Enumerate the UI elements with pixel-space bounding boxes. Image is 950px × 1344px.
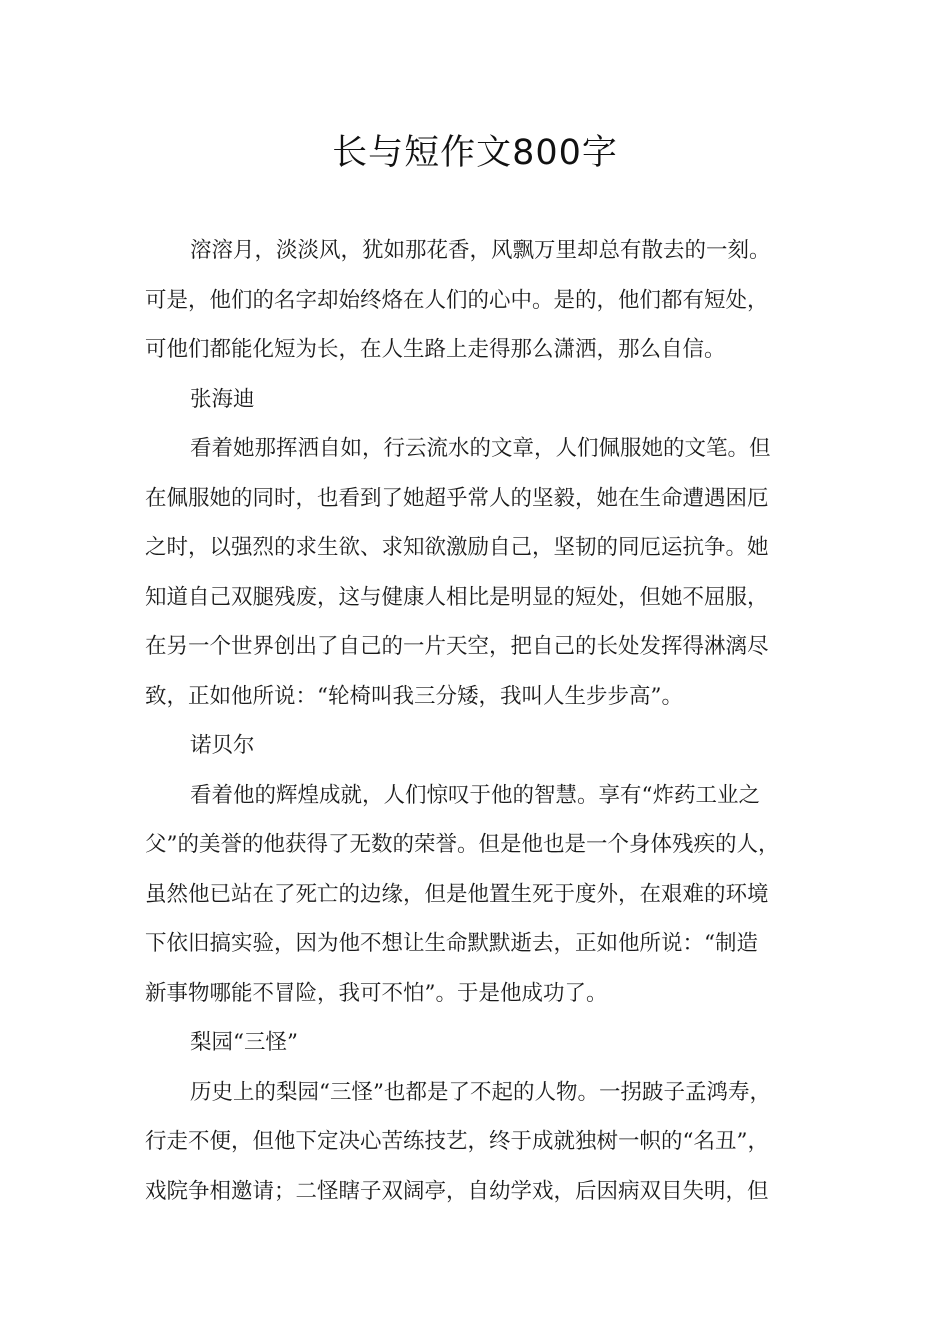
paragraph-line: 行走不便，但他下定决心苦练技艺，终于成就独树一帜的“名丑”， [145,1129,769,1154]
paragraph-line: 在佩服她的同时，也看到了她超乎常人的坚毅，她在生命遭遇困厄 [145,485,769,511]
section-heading: 梨园“三怪” [190,1030,298,1055]
section-heading: 诺贝尔 [190,733,255,758]
paragraph-line: 戏院争相邀请；二怪瞎子双阔亭，自幼学戏，后因病双目失明，但 [145,1178,769,1204]
paragraph-line: 历史上的梨园“三怪”也都是了不起的人物。一拐跛子孟鸿寿， [190,1079,771,1105]
paragraph-line: 可是，他们的名字却始终烙在人们的心中。是的，他们都有短处， [145,287,769,313]
paragraph-line: 在另一个世界创出了自己的一片天空，把自己的长处发挥得淋漓尽 [145,634,769,659]
paragraph-line: 虽然他已站在了死亡的边缘，但是他置生死于度外，在艰难的环境 [145,881,769,907]
paragraph-line: 知道自己双腿残废，这与健康人相比是明显的短处，但她不屈服， [145,584,769,610]
paragraph-line: 看着她那挥洒自如，行云流水的文章，人们佩服她的文笔。但 [190,436,771,461]
paragraph-line: 下依旧搞实验，因为他不想让生命默默逝去，正如他所说：“制造 [145,931,758,956]
document-body [145,226,825,1216]
paragraph-line: 新事物哪能不冒险，我可不怕”。于是他成功了。 [145,980,608,1006]
paragraph-line: 溶溶月，淡淡风，犹如那花香，风飘万里却总有散去的一刻。 [190,238,771,263]
paragraph-line: 可他们都能化短为长，在人生路上走得那么潇洒，那么自信。 [145,337,726,362]
paragraph-line: 之时，以强烈的求生欲、求知欲激励自己，坚韧的同厄运抗争。她 [145,535,769,560]
document-title: 长与短作文800字 [332,133,618,173]
paragraph-line: 致，正如他所说：“轮椅叫我三分矮，我叫人生步步高”。 [145,683,683,709]
paragraph-line: 看着他的辉煌成就，人们惊叹于他的智慧。享有“炸药工业之 [190,782,760,808]
section-heading: 张海迪 [190,386,255,412]
paragraph-line: 父”的美誉的他获得了无数的荣誉。但是他也是一个身体残疾的人， [145,832,780,857]
